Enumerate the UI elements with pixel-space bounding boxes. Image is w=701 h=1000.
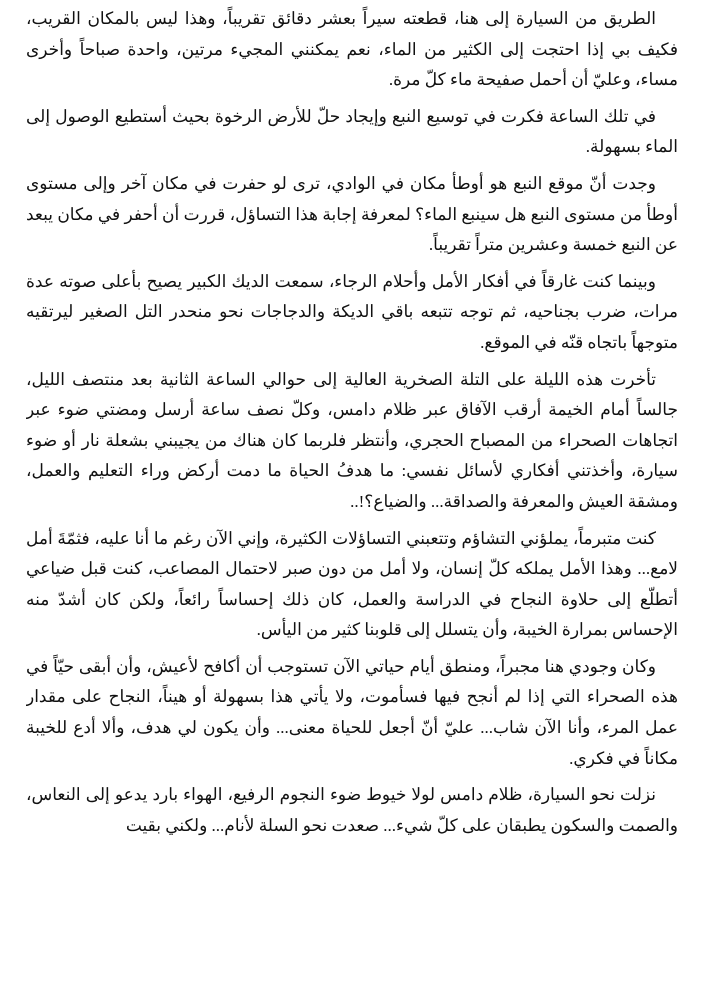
book-page — [26, 4, 678, 996]
paragraph: الطريق من السيارة إلى هنا، قطعته سيراً بعشر دقائق تقريباً، وهذا ليس بالمكان القريب، فكيف بي إذا احتجت إلى الكثير من الماء، نعم يمكنني المجيء مرتين، واحدة صباحاً وأخرى مساء، وعليّ أن أحمل صفيحة ماء كلّ مرة. — [26, 9, 678, 90]
page-body-text — [26, 4, 678, 841]
paragraph: وكان وجودي هنا مجبراً، ومنطق أيام حياتي الآن تستوجب أن أكافح لأعيش، وأن أبقى حيّاً في هذه الصحراء التي إذا لم أنجح فيها فسأموت، ولا يأتي هذا بسهولة أو هيناً، النجاح على مقدار عمل المرء، وأنا الآن شاب... عليّ أنّ أجعل للحياة معنى... وأن يكون لي هدف، وألا أدع للخيبة مكاناً في فكري. — [26, 656, 678, 768]
paragraph: كنت متبرماً، يملؤني التشاؤم وتتعبني التساؤلات الكثيرة، وإني الآن رغم ما أنا عليه، فثمّةَ أمل لامع... وهذا الأمل يملكه كلّ إنسان، ولا أمل من دون صبر لاحتمال المصاعب، كنت قبل ضياعي أتطلّع إلى حلاوة النجاح في الدراسة والعمل، كان ذلك إحساساً رائعاً، ولكن كان أشدّ منه الإحساس بمرارة الخيبة، وأن يتسلل إلى قلوبنا كثير من اليأس. — [26, 528, 678, 640]
paragraph: في تلك الساعة فكرت في توسيع النبع وإيجاد حلّ للأرض الرخوة بحيث أستطيع الوصول إلى الماء بسهولة. — [26, 106, 678, 157]
paragraph: تأخرت هذه الليلة على التلة الصخرية العالية إلى حوالي الساعة الثانية بعد منتصف الليل، جالساً أمام الخيمة أرقب الآفاق عبر ظلام دامس، وكلّ نصف ساعة أرسل ومضتي ضوء عبر اتجاهات الصحراء من المصباح الحجري، وأنتظر فلربما كان هناك من يجيبني بشعلة نار أو ضوء سيارة، وأخذتني أفكاري لأسائل نفسي: ما هدفُ الحياة ما دمت أركض وراء التعليم والعمل، ومشقة العيش والمعرفة والصداقة... والضياع؟!.. — [26, 369, 678, 511]
paragraph: نزلت نحو السيارة، ظلام دامس لولا خيوط ضوء النجوم الرفيع، الهواء بارد يدعو إلى النعاس، والصمت والسكون يطبقان على كلّ شيء... صعدت نحو السلة لأنام... ولكني بقيت — [26, 785, 678, 835]
paragraph: وبينما كنت غارقاً في أفكار الأمل وأحلام الرجاء، سمعت الديك الكبير يصيح بأعلى صوته عدة مرات، ضرب بجناحيه، ثم توجه تتبعه باقي الديكة والدجاجات نحو منحدر التل الصغير ليرتقيه متوجهاً باتجاه قنّه في الموقع. — [26, 271, 678, 352]
paragraph: وجدت أنّ موقع النبع هو أوطأ مكان في الوادي، ترى لو حفرت في مكان آخر وإلى مستوى أوطأ من مستوى النبع هل سينبع الماء؟ لمعرفة إجابة هذا التساؤل، قررت أن أحفر في مكان يبعد عن النبع خمسة وعشرين متراً تقريباً. — [26, 173, 678, 255]
